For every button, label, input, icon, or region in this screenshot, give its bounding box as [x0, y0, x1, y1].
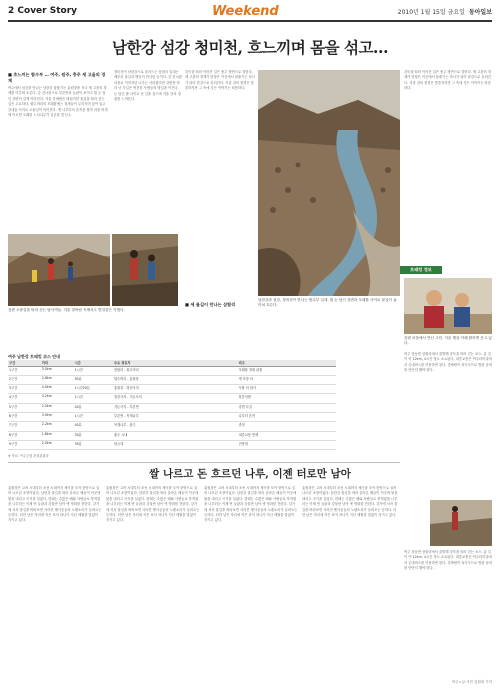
table-cell: 1시간	[74, 366, 113, 375]
table-cell: 삼합리 - 합수머리	[113, 366, 238, 375]
lower-text: 흥원창은 고려 시대부터 조선 시대까지 세곡을 모아 한양으로 실어 나르던 조창이었다. 남한강 물길을 따라 올라온 배들이 이곳에 닻을 내리고 곡식을 실었다. 한때는 수많은 배와 사람들로 북적였을 나루터는 이제 빈 들판과 강물만 남아 옛 영화를 전한다. 강가에 서서 물길을 바라보면 사라진 뱃사공들의 노랫소리가 들려오는 듯하다. 터만 남은 자리에 작은 표석 하나가 지난 세월을 말없이 지키고 있다.	[8, 486, 102, 523]
table-cell: 8구간	[8, 431, 41, 440]
lower-column-3	[204, 486, 298, 676]
header-date	[398, 7, 492, 16]
table-cell: 3.0km	[41, 412, 74, 421]
table-cell: 1시간	[74, 394, 113, 403]
lower-column-4	[302, 486, 398, 676]
caption-right-photo: 강변 마을에서 만난 주민. 겨울 햇살 아래 환하게 웃고 있다.	[404, 336, 492, 345]
issue-date: 2010년 1월 15일 금요일	[397, 9, 465, 16]
table-cell: 합수머리 - 흥원창	[113, 375, 238, 384]
table-cell: 2.8km	[41, 375, 74, 384]
table-cell: 4.0km	[41, 385, 74, 394]
table-cell: 9구간	[8, 440, 41, 449]
table-cell: 30분	[74, 431, 113, 440]
sidebar-text	[404, 352, 492, 492]
table-cell: 흥원창 - 법천사지	[113, 385, 238, 394]
lower-column-2	[106, 486, 200, 676]
table-cell: 옛 조창 터	[238, 375, 336, 384]
section-name: Cover Story	[17, 6, 78, 16]
table-cell: 1.8km	[41, 431, 74, 440]
table-cell: 45분	[74, 403, 113, 412]
table-cell: 3구간	[8, 385, 41, 394]
page-section-label	[8, 6, 77, 16]
table-note: ※ 자료: 여주군청 문화관광과	[8, 454, 49, 458]
table-row	[8, 375, 336, 384]
table-cell: 1시간20분	[74, 385, 113, 394]
weekend-logo: Weekend	[212, 4, 279, 19]
paper-name: 동아일보	[468, 9, 492, 16]
table-cell: 탄금대	[113, 440, 238, 449]
tracking-info-tag: 트래킹 정보	[400, 266, 442, 274]
table-cell: 2.0km	[41, 440, 74, 449]
table-cell: 강변 둑길	[238, 403, 336, 412]
table-cell: 사찰 터 답사	[238, 385, 336, 394]
table-header-cell: 주요 경유지	[113, 360, 238, 366]
table-header-cell: 시간	[74, 360, 113, 366]
caption-left-photos: 강변 오솔길을 따라 걷는 답사객들. 겨울 강바람 속에서도 발걸음은 가볍다.	[8, 308, 125, 312]
table-cell: 50분	[74, 375, 113, 384]
lower-column-1	[8, 486, 102, 676]
sidebar-body: 여주 점동면 삼합리에서 출발해 강둑을 따라 걷는 코스. 총 길이 약 12km, 4시간 정도 소요된다. 대중교통은 여주터미널에서 군내버스를 이용하면 된다. 강바람이 차가우므로 방한 준비를 단단히 해야 한다.	[404, 352, 492, 373]
lower-text: 흥원창은 고려 시대부터 조선 시대까지 세곡을 모아 한양으로 실어 나르던 조창이었다. 남한강 물길을 따라 올라온 배들이 이곳에 닻을 내리고 곡식을 실었다. 한때는 수많은 배와 사람들로 북적였을 나루터는 이제 빈 들판과 강물만 남아 옛 영화를 전한다. 강가에 서서 물길을 바라보면 사라진 뱃사공들의 노랫소리가 들려오는 듯하다. 터만 남은 자리에 작은 표석 하나가 지난 세월을 말없이 지키고 있다.	[106, 486, 200, 523]
table-cell: 목계나루 - 충주	[113, 422, 238, 431]
table-cell: 법천사지 - 거돈사지	[113, 394, 238, 403]
middle-column-2	[185, 70, 255, 300]
table-row	[8, 412, 336, 421]
table-cell: 40분	[74, 422, 113, 431]
middle-subheading: ■ 세 물길이 만나는 삼합리	[185, 302, 236, 307]
table-row	[8, 440, 336, 449]
table-cell: 1시간	[74, 412, 113, 421]
table-cell: 종점	[238, 422, 336, 431]
right-text: 강둑을 따라 이어진 길은 충주 방면으로 향한다. 세 고을의 경계가 맞닿은 이곳에서 물줄기는 하나가 되어 한강으로 흘러간다. 겨울 강의 풍경은 쓸쓸하지만 그 속에 깃든 이야기는 따뜻하다.	[404, 70, 491, 91]
table-row	[8, 394, 336, 403]
table-cell: 4구간	[8, 394, 41, 403]
table-cell: 6구간	[8, 412, 41, 421]
table-cell: 2.2km	[41, 422, 74, 431]
page-number: 2	[8, 6, 15, 16]
table-cell: 7구간	[8, 422, 41, 431]
table-row	[8, 403, 336, 412]
header-rule	[8, 20, 492, 22]
table-header-cell: 구간	[8, 360, 41, 366]
table-cell: 충주 시내	[113, 431, 238, 440]
table-header-cell: 거리	[41, 360, 74, 366]
photo-river-aerial	[258, 70, 400, 296]
table-cell: 2.5km	[41, 403, 74, 412]
lower-text: 흥원창은 고려 시대부터 조선 시대까지 세곡을 모아 한양으로 실어 나르던 조창이었다. 남한강 물길을 따라 올라온 배들이 이곳에 닻을 내리고 곡식을 실었다. 한때는 수많은 배와 사람들로 북적였을 나루터는 이제 빈 들판과 강물만 남아 옛 영화를 전한다. 강가에 서서 물길을 바라보면 사라진 뱃사공들의 노랫소리가 들려오는 듯하다. 터만 남은 자리에 작은 표석 하나가 지난 세월을 말없이 지키고 있다.	[204, 486, 298, 523]
left-column	[8, 70, 108, 230]
subheadline: 쌀 나르고 돈 흐르던 나루, 이젠 터로만 남아	[149, 468, 351, 480]
table-cell: 3.5km	[41, 366, 74, 375]
headline: 남한강 섬강 청미천, 흐느끼며 몸을 섞고…	[112, 38, 388, 57]
right-column	[404, 70, 492, 260]
table-header-cell: 비고	[238, 360, 336, 366]
table-cell: 모래톱 철새 관찰	[238, 366, 336, 375]
byline: 여주=글·사진 김원희 기자	[451, 680, 492, 684]
lower-text: 흥원창은 고려 시대부터 조선 시대까지 세곡을 모아 한양으로 실어 나르던 조창이었다. 남한강 물길을 따라 올라온 배들이 이곳에 닻을 내리고 곡식을 실었다. 한때는 수많은 배와 사람들로 북적였을 나루터는 이제 빈 들판과 강물만 남아 옛 영화를 전한다. 강가에 서서 물길을 바라보면 사라진 뱃사공들의 노랫소리가 들려오는 듯하다. 터만 남은 자리에 작은 표석 하나가 지난 세월을 말없이 지키고 있다.	[302, 486, 398, 518]
table-cell: 1구간	[8, 366, 41, 375]
left-subheading: ■ 흐느끼는 합수부 … 여주, 원주, 충주 세 고을의 경계	[8, 72, 106, 83]
table-cell: 부론면 - 목계나루	[113, 412, 238, 421]
table-cell: 35분	[74, 440, 113, 449]
middle-column-1	[114, 70, 182, 230]
middle-column-3	[185, 300, 255, 350]
photo-villager	[404, 278, 492, 334]
table-cell: 2구간	[8, 375, 41, 384]
table-cell: 삼층석탑	[238, 394, 336, 403]
table-row	[8, 385, 336, 394]
table-row	[8, 431, 336, 440]
photo-hikers-right	[112, 234, 178, 306]
table-cell: 3.2km	[41, 394, 74, 403]
photo-hikers-left	[8, 234, 110, 306]
middle-text: 청미천이 남한강으로 흘러드는 삼합리 일대는 예부터 물길과 뱃길이 만나던 곳이다. 강 건너편 마을로 이어지던 나루는 사라졌지만 강변을 따라 난 둑길은 여전히 사람들의 발길을 이끈다. 눈 덮인 밭 사이로 난 길을 걸으며 겨울 강의 정취를 느껴본다.	[114, 70, 182, 102]
table-row	[8, 366, 336, 375]
table-cell: 5구간	[8, 403, 41, 412]
table-cell: 대중교통 연계	[238, 431, 336, 440]
table-cell: 전망대	[238, 440, 336, 449]
table-cell: 나루터 흔적	[238, 412, 336, 421]
table-row	[8, 422, 336, 431]
section-divider	[8, 462, 400, 463]
caption-main-photo: 남한강과 섬강, 청미천이 만나는 합수부 일대. 흰 눈 덮인 강변과 모래톱 사이로 물길이 굽이쳐 흐른다.	[258, 298, 397, 307]
sidebar-text-2	[404, 550, 492, 674]
table-cell: 거돈사지 - 부론면	[113, 403, 238, 412]
table-title: 여주 남한강 트래킹 코스 안내	[8, 354, 60, 359]
photo-riverside-small	[430, 500, 492, 546]
middle-text-2: 강둑을 따라 이어진 길은 충주 방면으로 향한다. 세 고을의 경계가 맞닿은 이곳에서 물줄기는 하나가 되어 한강으로 흘러간다. 겨울 강의 풍경은 쓸쓸하지만 그 속에 깃든 이야기는 따뜻하다.	[185, 70, 255, 91]
course-table	[8, 360, 336, 450]
sidebar-body-2: 여주 점동면 삼합리에서 출발해 강둑을 따라 걷는 코스. 총 길이 약 12km, 4시간 정도 소요된다. 대중교통은 여주터미널에서 군내버스를 이용하면 된다. 강바람이 차가우므로 방한 준비를 단단히 해야 한다.	[404, 550, 492, 571]
left-text: 여주에서 섬강을 만나는 남한강 물줄기는 흥원창을 지나 세 고을의 경계를 이루며 흐른다. 강 건너편으로 부론면의 들판이 보이고 흰 눈 덮인 강변이 길게 이어진다. 겨울 강바람은 매섭지만 물길을 따라 걷는 길은 고요하다. 합수머리의 모래톱에는 철새들이 무리지어 앉아 있고 갈대숲 사이로 오솔길이 이어진다. 옛 나루터의 흔적을 찾아 마을 어귀에 이르면 오래된 느티나무가 길손을 맞는다.	[8, 86, 108, 118]
